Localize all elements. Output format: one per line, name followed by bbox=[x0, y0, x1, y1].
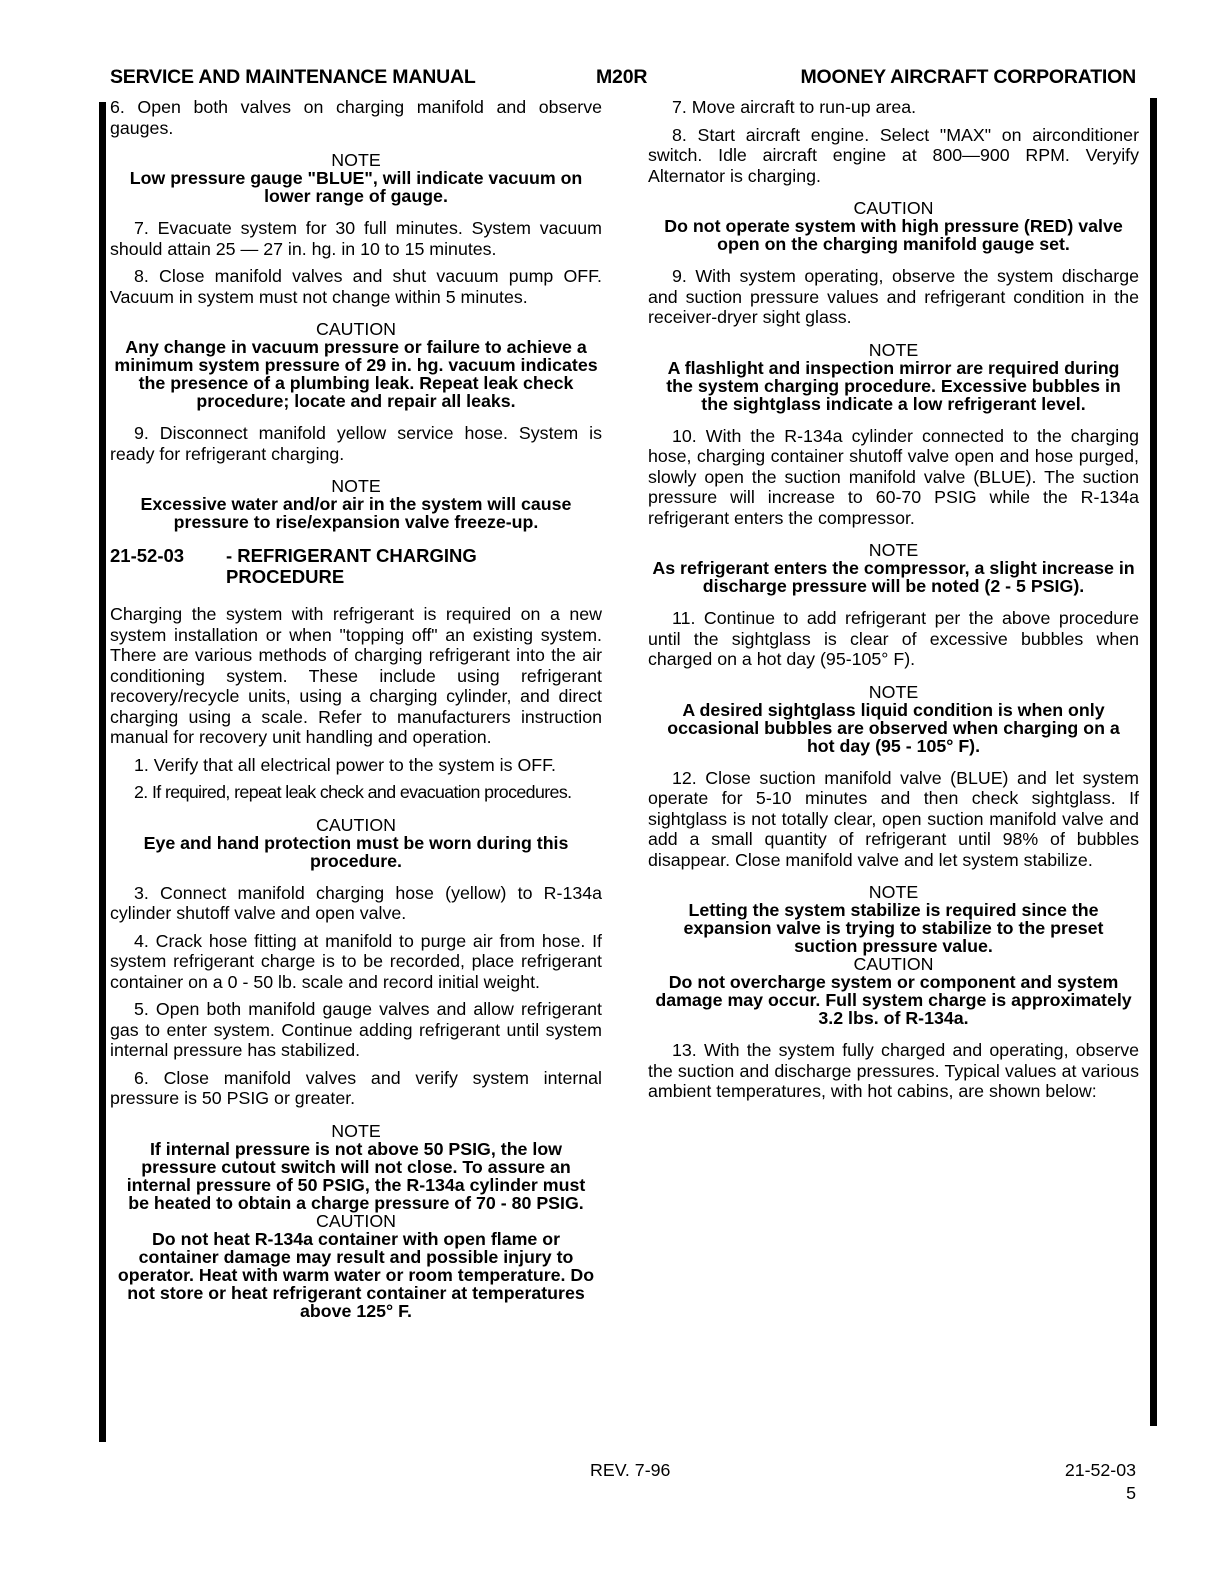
step-paragraph: 11. Continue to add refrigerant per the above procedure until the sightglass is clear of excessive bubbles when charged on a hot day (95-105° F). bbox=[648, 608, 1139, 669]
left-column bbox=[110, 97, 602, 1333]
step-paragraph: 7. Move aircraft to run-up area. bbox=[672, 97, 917, 117]
header-company: MOONEY AIRCRAFT CORPORATION bbox=[800, 66, 1136, 88]
step-paragraph: 12. Close suction manifold valve (BLUE) and let system operate for 5-10 minutes and then check sightglass. If sightglass is not totally clear, open suction manifold valve and add a small quantity of refrigerant until 98% of bubbles disappear. Close manifold valve and let system stabilize. bbox=[648, 767, 1139, 870]
caution-body: Any change in vacuum pressure or failure to achieve a minimum system pressure of 29 in. hg. vacuum indicates the presence of a plumbing leak. Repeat leak check procedure; locate and repair all leaks. bbox=[114, 337, 598, 411]
left-revision-bar bbox=[99, 102, 106, 1442]
note-block bbox=[652, 541, 1135, 595]
caution-heading: CAUTION bbox=[853, 954, 934, 974]
note-heading: NOTE bbox=[331, 1120, 381, 1141]
step-paragraph: 6. Open both valves on charging manifold and observe gauges. bbox=[110, 97, 602, 138]
caution-body: Do not overcharge system or component and system damage may occur. Full system charge is approximately 3.2 lbs. of R-134a. bbox=[655, 972, 1132, 1028]
footer-page-number: 5 bbox=[1126, 1483, 1136, 1503]
right-column bbox=[648, 97, 1139, 1109]
note-block bbox=[114, 1122, 598, 1212]
note-block bbox=[652, 683, 1135, 755]
note-body: Excessive water and/or air in the system will cause pressure to rise/expansion valve freeze-up. bbox=[140, 494, 572, 532]
caution-heading: CAUTION bbox=[315, 814, 396, 835]
section-title: - REFRIGERANT CHARGING PROCEDURE bbox=[226, 545, 477, 587]
step-paragraph: 8. Start aircraft engine. Select "MAX" on airconditioner switch. Idle aircraft engine at 800—900 RPM. Veryify Alternator is charging. bbox=[648, 124, 1139, 186]
step-paragraph: 13. With the system fully charged and operating, observe the suction and discharge pressures. Typical values at various ambient temperatures, with hot cabins, are shown below: bbox=[648, 1040, 1139, 1101]
note-heading: NOTE bbox=[331, 476, 381, 496]
header-manual-title: SERVICE AND MAINTENANCE MANUAL bbox=[110, 66, 476, 88]
step-paragraph: 10. With the R-134a cylinder connected to the charging hose, charging container shutoff valve open and hose purged, slowly open the suction manifold valve (BLUE). The suction pressure will increase to 60-70 PSIG while the R-134a refrigerant enters the compressor. bbox=[648, 425, 1139, 528]
caution-body: Do not heat R-134a container with open flame or container damage may result and possible injury to operator. Heat with warm water or room temperature. Do not store or heat refrigerant container at temperatures above 125° F. bbox=[117, 1228, 595, 1321]
step-paragraph: 1. Verify that all electrical power to the system is OFF. bbox=[134, 754, 556, 775]
step-paragraph: 4. Crack hose fitting at manifold to purge air from hose. If system refrigerant charge is to be recorded, place refrigerant container on a 0 - 50 lb. scale and record initial weight. bbox=[110, 930, 602, 992]
note-heading: NOTE bbox=[868, 882, 919, 902]
note-heading: NOTE bbox=[868, 681, 919, 702]
note-heading: NOTE bbox=[331, 150, 381, 170]
note-body: Letting the system stabilize is required since the expansion valve is trying to stabilize to the preset suction pressure value. bbox=[683, 900, 1104, 956]
note-body: Low pressure gauge "BLUE", will indicate vacuum on lower range of gauge. bbox=[129, 168, 583, 206]
step-paragraph: 8. Close manifold valves and shut vacuum pump OFF. Vacuum in system must not change within 5 minutes. bbox=[110, 266, 602, 307]
step-paragraph: 6. Close manifold valves and verify system internal pressure is 50 PSIG or greater. bbox=[110, 1067, 602, 1108]
caution-block bbox=[652, 199, 1135, 253]
note-block bbox=[652, 883, 1135, 955]
header-model: M20R bbox=[596, 66, 648, 88]
caution-block bbox=[114, 816, 598, 870]
caution-block bbox=[114, 1212, 598, 1320]
note-block bbox=[114, 477, 598, 531]
step-paragraph: 9. Disconnect manifold yellow service hose. System is ready for refrigerant charging. bbox=[110, 423, 602, 464]
footer-revision: REV. 7-96 bbox=[590, 1460, 671, 1480]
caution-block bbox=[652, 955, 1135, 1027]
step-paragraph: 7. Evacuate system for 30 full minutes. System vacuum should attain 25 — 27 in. hg. in 10 to 15 minutes. bbox=[110, 218, 602, 259]
section-heading bbox=[110, 545, 602, 587]
note-body: If internal pressure is not above 50 PSIG, the low pressure cutout switch will not close. To assure an internal pressure of 50 PSIG, the R-134a cylinder must be heated to obtain a charge pressure of 70 - 80 PSIG. bbox=[126, 1138, 586, 1213]
caution-body: Do not operate system with high pressure (RED) valve open on the charging manifold gauge set. bbox=[664, 216, 1123, 254]
note-block bbox=[114, 151, 598, 205]
note-body: A desired sightglass liquid condition is when only occasional bubbles are observed when charging on a hot day (95 - 105° F). bbox=[667, 699, 1120, 756]
caution-block bbox=[114, 320, 598, 410]
step-paragraph: 3. Connect manifold charging hose (yellow) to R-134a cylinder shutoff valve and open valve. bbox=[110, 882, 602, 923]
caution-heading: CAUTION bbox=[315, 319, 396, 339]
note-body: A flashlight and inspection mirror are required during the system charging procedure. Excessive bubbles in the sightglass indicate a low refrigerant level. bbox=[666, 357, 1121, 414]
footer-section-number: 21-52-03 bbox=[1064, 1460, 1136, 1480]
intro-paragraph: Charging the system with refrigerant is required on a new system installation or when "topping off" an existing system. There are various methods of charging refrigerant into the air conditioning system. These include using refrigerant recovery/recycle units, using a charging cylinder, and direct charging using a scale. Refer to manufacturers instruction manual for recovery unit handling and operation. bbox=[110, 604, 602, 747]
note-heading: NOTE bbox=[868, 339, 919, 360]
caution-heading: CAUTION bbox=[853, 198, 934, 218]
step-paragraph: 9. With system operating, observe the system discharge and suction pressure values and refrigerant condition in the receiver-dryer sight glass. bbox=[648, 266, 1139, 327]
caution-body: Eye and hand protection must be worn during this procedure. bbox=[143, 832, 569, 871]
note-body: As refrigerant enters the compressor, a slight increase in discharge pressure will be noted (2 - 5 PSIG). bbox=[652, 558, 1135, 596]
caution-heading: CAUTION bbox=[315, 1210, 396, 1231]
section-number: 21-52-03 bbox=[110, 545, 185, 566]
note-heading: NOTE bbox=[868, 540, 919, 560]
right-revision-bar bbox=[1150, 98, 1157, 1426]
step-paragraph: 5. Open both manifold gauge valves and allow refrigerant gas to enter system. Continue adding refrigerant until system internal pressure has stabilized. bbox=[110, 999, 602, 1060]
step-paragraph: 2. If required, repeat leak check and evacuation procedures. bbox=[134, 782, 572, 802]
note-block bbox=[652, 341, 1135, 413]
